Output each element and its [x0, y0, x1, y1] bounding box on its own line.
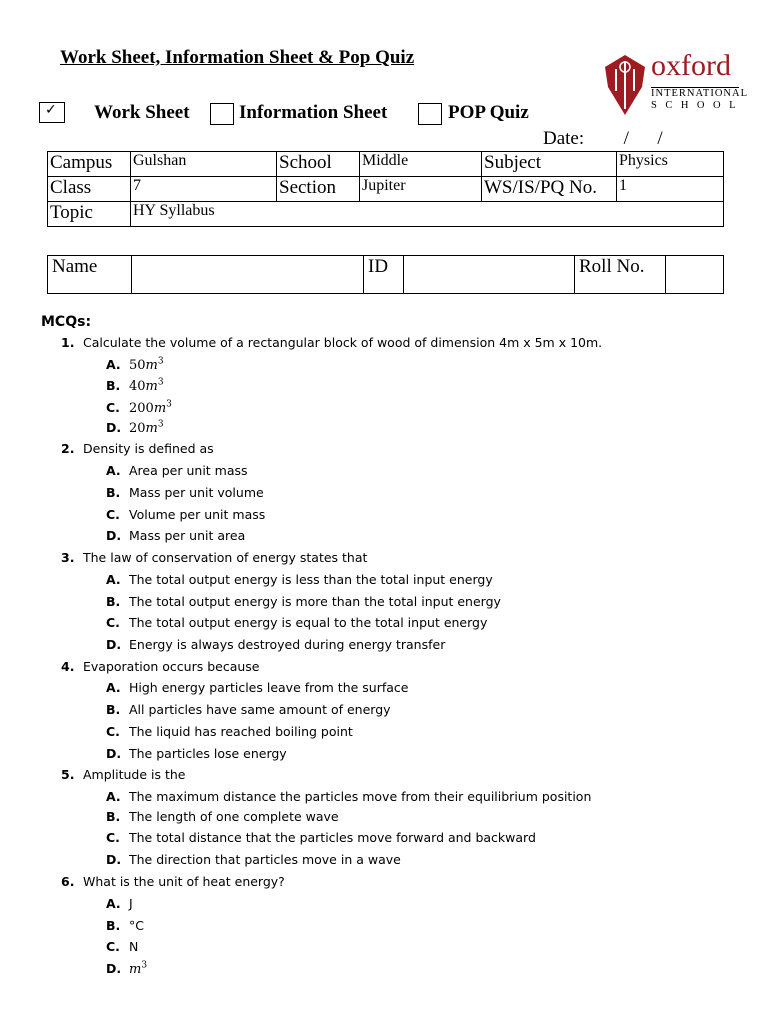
school-logo	[602, 49, 748, 117]
school-label: School	[277, 152, 360, 177]
id-input[interactable]	[404, 256, 575, 294]
student-table	[47, 255, 724, 294]
option[interactable]: C. The total distance that the particles move forward and backward	[106, 830, 536, 845]
subject-value[interactable]: Physics	[617, 152, 724, 177]
date-value: / /	[623, 128, 663, 149]
mcqs-heading: MCQs:	[41, 314, 92, 330]
option[interactable]: C. The liquid has reached boiling point	[106, 724, 353, 739]
date-field[interactable]	[543, 128, 663, 150]
subject-label: Subject	[482, 152, 617, 177]
question: 4. Evaporation occurs because	[61, 659, 260, 674]
worksheet-label: Work Sheet	[94, 102, 190, 123]
wsno-value[interactable]: 1	[617, 177, 724, 202]
option[interactable]: D. Mass per unit area	[106, 528, 246, 543]
option[interactable]: D. $20m^3$	[106, 420, 164, 437]
question: 2. Density is defined as	[61, 441, 214, 456]
name-label: Name	[48, 256, 132, 294]
option[interactable]: D. The particles lose energy	[106, 746, 287, 761]
information-sheet-checkbox[interactable]	[210, 103, 234, 125]
logo-wordmark: oxford	[651, 49, 731, 82]
option[interactable]: C. The total output energy is equal to the total input energy	[106, 615, 488, 630]
option[interactable]: A. The total output energy is less than the total input energy	[106, 572, 493, 587]
school-value[interactable]: Middle	[360, 152, 482, 177]
option[interactable]: A. J	[106, 896, 133, 911]
class-label: Class	[48, 177, 131, 202]
page-title: Work Sheet, Information Sheet & Pop Quiz	[60, 47, 415, 68]
pop-quiz-checkbox[interactable]	[418, 103, 442, 125]
check-icon: ✓	[45, 102, 57, 118]
roll-input[interactable]	[666, 256, 724, 294]
option[interactable]: A. $50m^3$	[106, 357, 164, 374]
oxford-crest-icon	[602, 53, 648, 117]
information-sheet-label: Information Sheet	[239, 102, 388, 123]
id-label: ID	[364, 256, 404, 294]
pop-quiz-label: POP Quiz	[448, 102, 529, 123]
option[interactable]: A. The maximum distance the particles move from their equilibrium position	[106, 789, 592, 804]
option[interactable]: B. °C	[106, 918, 144, 933]
question: 6. What is the unit of heat energy?	[61, 874, 285, 889]
option[interactable]: A. Area per unit mass	[106, 463, 248, 478]
option[interactable]: C. Volume per unit mass	[106, 507, 266, 522]
option[interactable]: C. $200m^3$	[106, 400, 172, 417]
info-table	[47, 151, 724, 227]
question: 3. The law of conservation of energy states that	[61, 550, 368, 565]
option[interactable]: B. The length of one complete wave	[106, 809, 339, 824]
option[interactable]: C. N	[106, 939, 139, 954]
date-label: Date:	[543, 128, 585, 149]
topic-label: Topic	[48, 202, 131, 227]
worksheet-checkbox[interactable]	[39, 102, 65, 123]
section-label: Section	[277, 177, 360, 202]
option[interactable]: A. High energy particles leave from the surface	[106, 680, 409, 695]
option[interactable]: B. Mass per unit volume	[106, 485, 264, 500]
option[interactable]: D. Energy is always destroyed during energy transfer	[106, 637, 446, 652]
class-value[interactable]: 7	[131, 177, 277, 202]
campus-value[interactable]: Gulshan	[131, 152, 277, 177]
roll-label: Roll No.	[575, 256, 666, 294]
option[interactable]: D. $m^3$	[106, 961, 148, 978]
option[interactable]: B. $40m^3$	[106, 378, 164, 395]
section-value[interactable]: Jupiter	[360, 177, 482, 202]
option[interactable]: D. The direction that particles move in a wave	[106, 852, 401, 867]
name-input[interactable]	[132, 256, 364, 294]
topic-value[interactable]: HY Syllabus	[131, 202, 724, 227]
logo-line2: SCHOOL	[651, 100, 745, 111]
wsno-label: WS/IS/PQ No.	[482, 177, 617, 202]
logo-line1: INTERNATIONAL	[651, 88, 748, 99]
option[interactable]: B. The total output energy is more than the total input energy	[106, 594, 501, 609]
campus-label: Campus	[48, 152, 131, 177]
option[interactable]: B. All particles have same amount of energy	[106, 702, 391, 717]
question: 1. Calculate the volume of a rectangular block of wood of dimension 4m x 5m x 10m.	[61, 335, 603, 350]
question: 5. Amplitude is the	[61, 767, 186, 782]
